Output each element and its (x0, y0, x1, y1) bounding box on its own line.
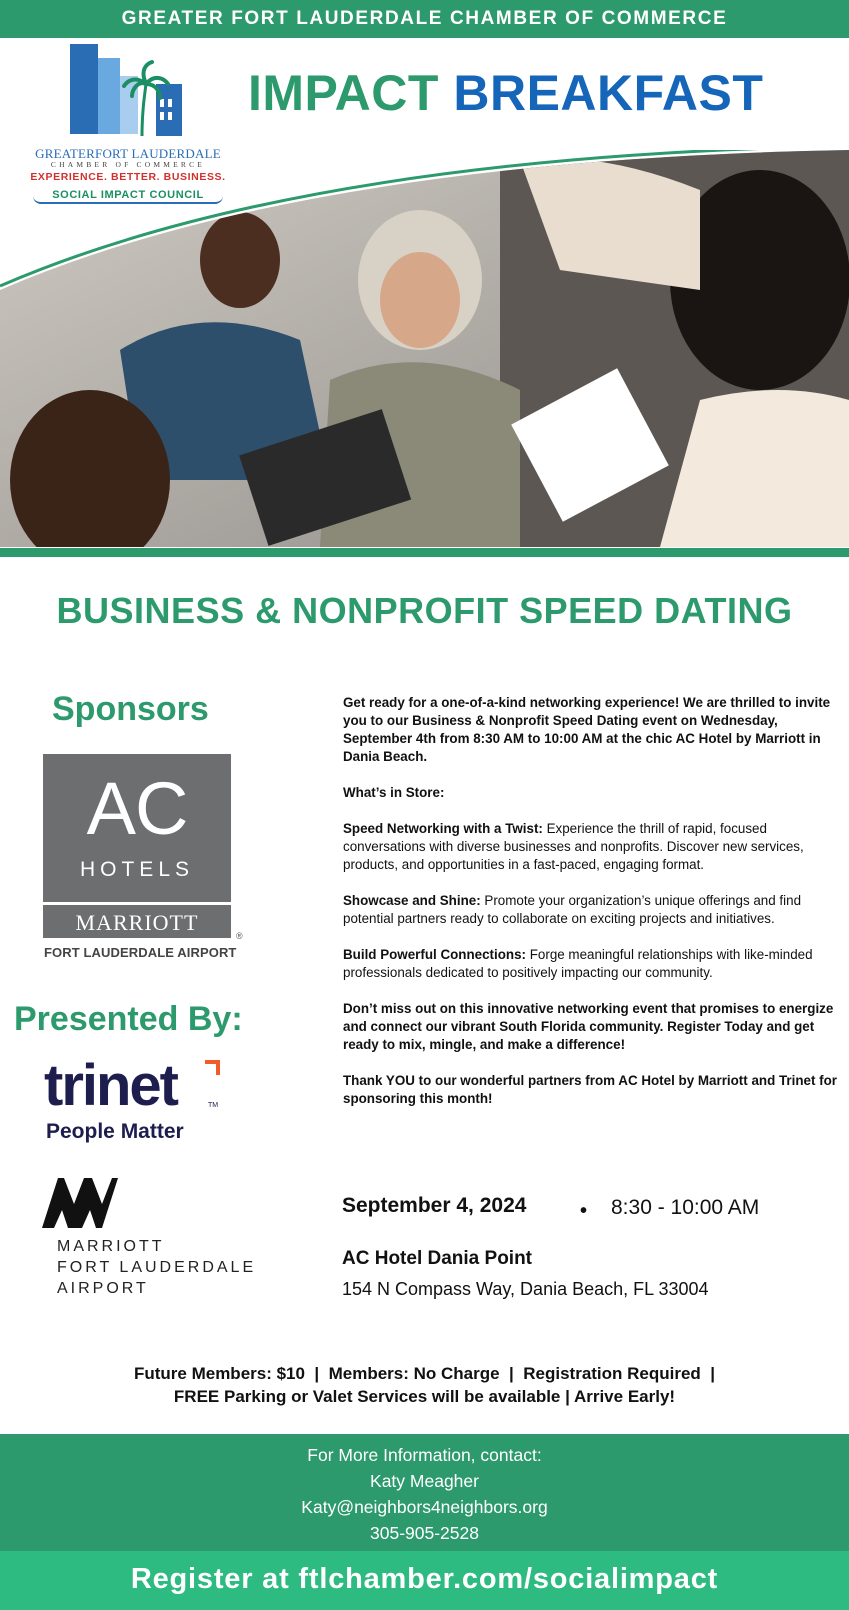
registered-mark: ® (236, 931, 243, 941)
pricing-line1: Future Members: $10 | Members: No Charge | Registration Required | (133, 1364, 716, 1383)
contact-name: Katy Meagher (370, 1471, 479, 1491)
pricing-line2: FREE Parking or Valet Services will be available | Arrive Early! (173, 1387, 676, 1406)
event-description (343, 694, 840, 1126)
whats-in-store-heading (343, 784, 840, 802)
event-venue: AC Hotel Dania Point (342, 1248, 533, 1269)
section-divider (0, 548, 849, 557)
item3-text: Forge meaningful relationships with like-minded professionals dedicated to positively impacting our community. (343, 947, 813, 980)
logo-chamber: CHAMBER OF COMMERCE (50, 160, 206, 169)
trinet-slogan: People Matter (46, 1120, 184, 1143)
trinet-corner-icon (205, 1060, 220, 1075)
pricing-info (0, 1362, 849, 1408)
title-breakfast: BREAKFAST (453, 65, 764, 121)
ac-logo-marriott: MARRIOTT (75, 910, 199, 935)
item1-title: Speed Networking with a Twist: (343, 821, 543, 836)
page-title (248, 64, 763, 122)
ac-logo-line (43, 902, 231, 905)
marriott-line1: MARRIOTT (57, 1238, 165, 1255)
item1-text: Experience the thrill of rapid, focused conversations with diverse businesses and nonprofits. Discover new services, products, and opportunities in a fast-paced, engaging format. (343, 821, 804, 872)
marriott-m-icon (40, 1174, 120, 1230)
event-date: September 4, 2024 (342, 1194, 527, 1217)
contact-email[interactable]: Katy@neighbors4neighbors.org (301, 1497, 548, 1517)
logo-name: GREATERFORT LAUDERDALE (35, 146, 221, 161)
item-showcase (343, 892, 840, 928)
item2-text: Promote your organization’s unique offerings and find potential partners ready to collaborate on exciting projects and initiatives. (343, 893, 802, 926)
event-time: 8:30 - 10:00 AM (611, 1196, 760, 1219)
cta-text: Don’t miss out on this innovative networking event that promises to energize and connect our vibrant South Florida community. Register Today and get ready to mix, mingle, and make a difference! (343, 1001, 834, 1052)
item3-title: Build Powerful Connections: (343, 947, 527, 962)
thanks-text: Thank YOU to our wonderful partners from AC Hotel by Marriott and Trinet for sponsoring this month! (343, 1073, 837, 1106)
item-connections (343, 946, 840, 982)
item-speed-networking (343, 820, 840, 874)
whats-in-store-text: What’s in Store: (343, 785, 445, 800)
intro-paragraph (343, 694, 840, 766)
event-address: 154 N Compass Way, Dania Beach, FL 33004 (342, 1279, 709, 1299)
register-link[interactable]: Register at ftlchamber.com/socialimpact (0, 1551, 849, 1610)
intro-text: Get ready for a one-of-a-kind networking experience! We are thrilled to invite you to our Business & Nonprofit Speed Dating event on Wednesday, September 4th from 8:30 AM to 10:00 AM at the chic AC Hotel by Marriott in Dania Beach. (343, 695, 831, 764)
contact-phone[interactable]: 305-905-2528 (370, 1523, 479, 1543)
event-headline: BUSINESS & NONPROFIT SPEED DATING (56, 590, 793, 631)
building-palm-icon (68, 44, 188, 144)
thanks-paragraph (343, 1072, 840, 1108)
ac-logo-big: AC (86, 767, 188, 850)
marriott-line3: AIRPORT (57, 1280, 149, 1297)
ac-hotels-logo (43, 754, 231, 938)
ac-logo-hotels: HOTELS (79, 858, 195, 881)
marriott-airport-logo-text (57, 1236, 256, 1299)
title-impact: IMPACT (248, 65, 439, 121)
logo-council: SOCIAL IMPACT COUNCIL (33, 186, 223, 204)
networking-photo (0, 150, 849, 547)
date-time-separator: • (580, 1200, 588, 1222)
contact-label: For More Information, contact: (307, 1445, 542, 1465)
logo-tagline: EXPERIENCE. BETTER. BUSINESS. (30, 171, 226, 183)
sponsors-heading: Sponsors (52, 690, 209, 728)
ac-logo-location: FORT LAUDERDALE AIRPORT (44, 945, 237, 960)
contact-section (0, 1434, 849, 1551)
presented-by-heading: Presented By: (14, 1000, 243, 1038)
cta-paragraph (343, 1000, 840, 1054)
item2-title: Showcase and Shine: (343, 893, 481, 908)
trinet-logo: trinet (44, 1053, 177, 1118)
marriott-line2: FORT LAUDERDALE (57, 1259, 257, 1276)
top-banner: GREATER FORT LAUDERDALE CHAMBER OF COMMERCE (0, 0, 849, 38)
trinet-tm: TM (208, 1102, 219, 1109)
